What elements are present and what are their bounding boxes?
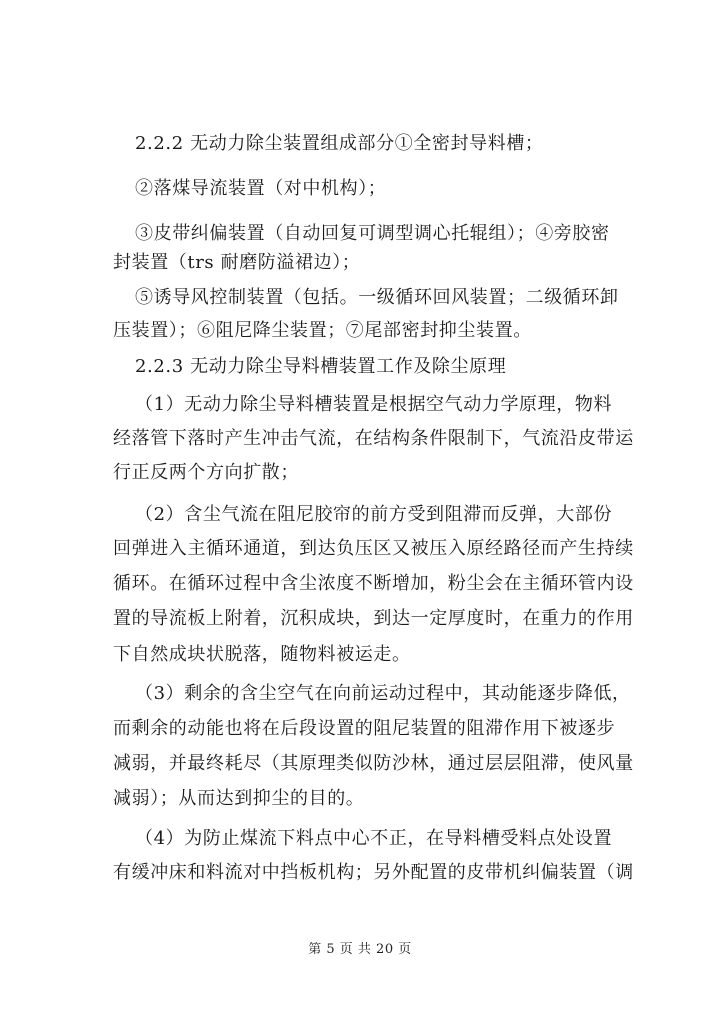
paragraph-1-line: 经落管下落时产生冲击气流，在结构条件限制下，气流沿皮带运: [113, 428, 634, 449]
paragraph-2-line: 回弹进入主循环通道，到达负压区又被压入原经路径而产生持续: [113, 538, 634, 559]
text-line: ③皮带纠偏装置（自动回复可调型调心托辊组）；④旁胶密: [135, 223, 610, 244]
text-line: ②落煤导流装置（对中机构）；: [135, 178, 387, 199]
paragraph-3-line: 减弱，并最终耗尽（其原理类似防沙林，通过层层阻滞，使风量: [113, 753, 634, 774]
paragraph-1-line: （1）无动力除尘导料槽装置是根据空气动力学原理，物料: [135, 394, 613, 415]
paragraph-4-line: 有缓冲床和料流对中挡板机构；另外配置的皮带机纠偏装置（调: [113, 862, 634, 883]
paragraph-2-line: 下自然成块状脱落，随物料被运走。: [113, 644, 411, 665]
heading-2-2-2: 2.2.2 无动力除尘装置组成部分①全密封导料槽；: [135, 133, 544, 154]
text-line: 封装置（trs 耐磨防溢裙边）；: [113, 252, 361, 273]
paragraph-3-line: （3）剩余的含尘空气在向前运动过程中，其动能逐步降低，: [135, 683, 631, 704]
paragraph-3-line: 而剩余的动能也将在后段设置的阻尼装置的阻滞作用下被逐步: [113, 718, 616, 739]
paragraph-3-line: 减弱）；从而达到抑尘的目的。: [113, 788, 365, 809]
text-line: ⑤诱导风控制装置（包括。一级循环回风装置；二级循环卸: [135, 287, 619, 308]
page-number-footer: 第 5 页 共 20 页: [308, 942, 412, 957]
text-line: 压装置）；⑥阻尼降尘装置；⑦尾部密封抑尘装置。: [113, 320, 532, 341]
paragraph-2-line: 循环。在循环过程中含尘浓度不断增加，粉尘会在主循环管内设: [113, 573, 634, 594]
paragraph-1-line: 行正反两个方向扩散；: [113, 462, 299, 483]
paragraph-2-line: 置的导流板上附着，沉积成块，到达一定厚度时，在重力的作用: [113, 608, 634, 629]
paragraph-2-line: （2）含尘气流在阻尼胶帘的前方受到阻滞而反弹，大部份: [135, 504, 613, 525]
paragraph-4-line: （4）为防止煤流下料点中心不正，在导料槽受料点处设置: [135, 828, 613, 849]
heading-2-2-3: 2.2.3 无动力除尘导料槽装置工作及除尘原理: [135, 356, 507, 377]
